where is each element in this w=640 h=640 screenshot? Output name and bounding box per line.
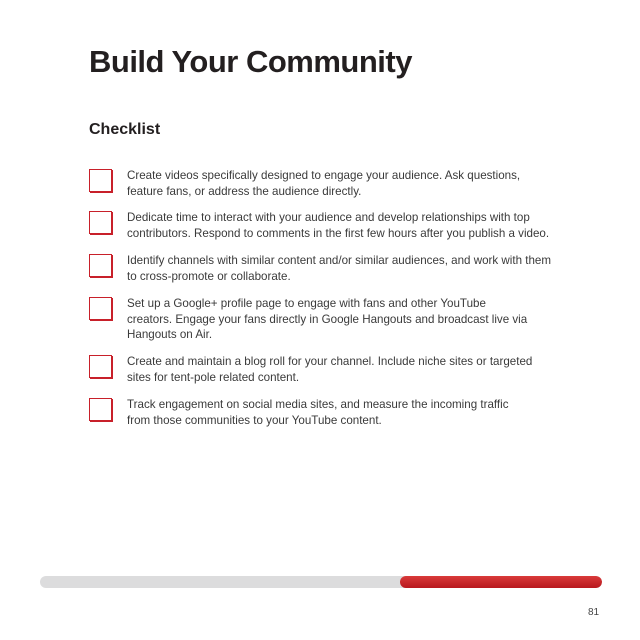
- checklist-text: Set up a Google+ profile page to engage with fans and other YouTube creators. Engage your fans directly in Google Hangouts and broadcast live via Hangouts on Air.: [127, 297, 528, 341]
- checklist-text: Identify channels with similar content and/or similar audiences, and work with them to cross-promote or collaborate.: [127, 254, 552, 283]
- checklist-text: Dedicate time to interact with your audience and develop relationships with top contributors. Respond to comments in the first few hours after you publish a video.: [127, 211, 550, 240]
- progress-bar: [40, 576, 602, 588]
- progress-fill: [400, 576, 602, 588]
- checkbox[interactable]: [89, 355, 112, 378]
- checkbox[interactable]: [89, 254, 112, 277]
- checkbox[interactable]: [89, 297, 112, 320]
- page-title: Build Your Community: [89, 44, 412, 79]
- checklist-text: Create videos specifically designed to engage your audience. Ask questions, feature fans, or address the audience directly.: [127, 169, 521, 198]
- checklist-text: Create and maintain a blog roll for your channel. Include niche sites or targeted sites for tent-pole related content.: [127, 355, 533, 384]
- checklist-text: Track engagement on social media sites, and measure the incoming traffic from those communities to your YouTube content.: [127, 398, 509, 427]
- page-number: 81: [588, 607, 600, 618]
- checkbox[interactable]: [89, 211, 112, 234]
- section-heading: Checklist: [89, 121, 161, 138]
- checkbox[interactable]: [89, 398, 112, 421]
- checkbox[interactable]: [89, 169, 112, 192]
